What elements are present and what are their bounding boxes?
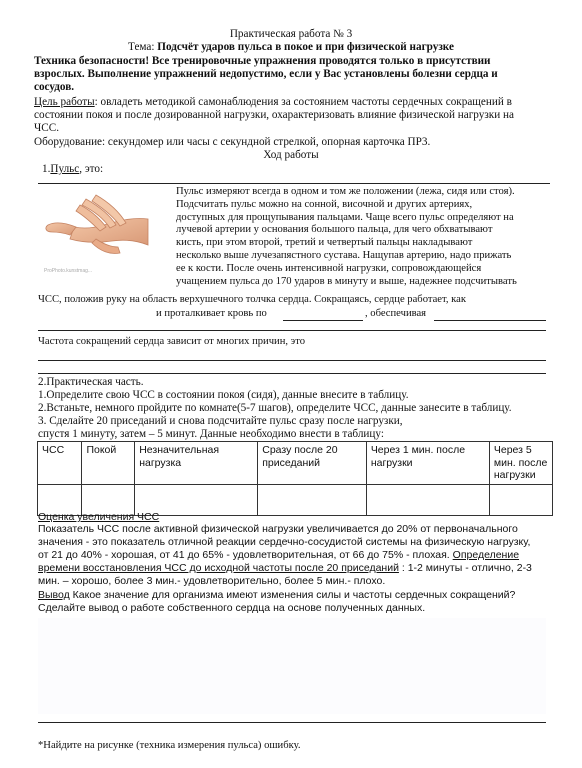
assessment-line-4: [38, 562, 532, 575]
conclusion-line-1: [38, 589, 515, 602]
conclusion-text: Какое значение для организма имеют изменения силы и частоты сердечных сокращений?: [69, 589, 516, 601]
table-header-cell: Покой: [82, 442, 135, 485]
section1-term: Пульс: [50, 163, 80, 175]
image-caption: ProPhoto.kunstmag...: [44, 268, 93, 274]
assessment-text-4: : 1-2 минуты - отлично, 2-3: [398, 562, 532, 574]
table-cell[interactable]: [489, 484, 552, 515]
factors-text: Частота сокращений сердца зависит от многих причин, это: [38, 336, 306, 347]
step-3a: 3. Сделайте 20 приседаний и снова подсчитайте пульс сразу после нагрузки,: [38, 415, 403, 427]
safety-line-1: Техника безопасности! Все тренировочные упражнения проводятся только в присутствии: [34, 55, 491, 67]
goal-label: Цель работы: [34, 96, 95, 108]
pulse-text-line: доступных для прощупывания пальцами. Чаще всего пульс определяют на: [176, 211, 514, 223]
step-3b: спустя 1 минуту, затем – 5 минут. Данные необходимо внести в таблицу:: [38, 428, 384, 440]
table-cell[interactable]: [366, 484, 489, 515]
equipment: Оборудование: секундомер или часы с секундной стрелкой, опорная карточка ПР3.: [34, 136, 431, 148]
pulse-text-line-9: ЧСС, положив руку на область верхушечного толчка сердца. Сокращаясь, сердце работает, как: [38, 294, 466, 305]
step-1: 1.Определите свою ЧСС в состоянии покоя (сидя), данные внесите в таблицу.: [38, 389, 409, 401]
pulse-text-line-10a: и проталкивает кровь по: [156, 308, 267, 319]
answer-line-conclusion[interactable]: [38, 722, 546, 723]
table-header-cell: Через 5 мин. после нагрузки: [489, 442, 552, 485]
progress-title: Ход работы: [263, 149, 319, 161]
answer-line-2[interactable]: [38, 330, 546, 331]
topic-prefix: Тема:: [128, 41, 158, 53]
section2-title: 2.Практическая часть.: [38, 376, 144, 388]
table-header-cell: Через 1 мин. после нагрузки: [366, 442, 489, 485]
table-header-row: [38, 442, 553, 485]
goal-line-3: ЧСС.: [34, 122, 59, 134]
step-2: 2.Встаньте, немного пройдите по комнате(5-7 шагов), определите ЧСС, данные занесите в таблицу.: [38, 402, 512, 414]
table-header-cell: Незначительная нагрузка: [135, 442, 258, 485]
pulse-text-line: Подсчитать пульс можно на сонной, височной и других артериях,: [176, 198, 473, 210]
safety-line-2: взрослых. Выполнение упражнений недопустимо, если у Вас установлены болезни сердца и: [34, 68, 498, 80]
pulse-paragraph: [176, 186, 552, 288]
assessment-line-5: мин. – хорошо, более 3 мин.- удовлетворительно, более 5 мин.- плохо.: [38, 575, 386, 587]
table-cell[interactable]: [258, 484, 367, 515]
results-table: [37, 441, 553, 516]
pulse-text-line: учащением пульса до 170 ударов в минуту и выше, надежнее подсчитывать: [176, 275, 517, 287]
goal-line-2: состоянии покоя и после дозированной нагрузки, охарактеризовать влияние физической нагрузки на: [34, 109, 514, 121]
table-header-cell: ЧСС: [38, 442, 82, 485]
table-header-cell: Сразу после 20 приседаний: [258, 442, 367, 485]
pulse-text-line: Пульс измеряют всегда в одном и том же положении (лежа, сидя или стоя).: [176, 186, 515, 197]
footnote: *Найдите на рисунке (техника измерения пульса) ошибку.: [38, 740, 301, 751]
pulse-text-line: кисть, при этом второй, третий и четвертый пальцы накладывают: [176, 237, 473, 249]
pulse-text-line: лучевой артерии у основания большого пальца, для чего обхватывают: [176, 224, 493, 236]
hand-pulse-icon: [40, 181, 150, 276]
page-title: Практическая работа № 3: [229, 28, 353, 40]
pulse-text-line-10b: , обеспечивая: [365, 308, 427, 319]
pulse-text-line: несколько выше лучезапястного сустава. Нащупав артерию, надо прижать: [176, 249, 512, 261]
assessment-text-3: от 21 до 40% - хорошая, от 41 до 65% - удовлетворительная, от 66 до 75% - плохая.: [38, 549, 450, 561]
conclusion-line-2: Сделайте вывод о работе собственного сердца на основе полученных данных.: [38, 602, 426, 614]
answer-line-vessels[interactable]: [283, 320, 363, 321]
answer-line-provides[interactable]: [434, 320, 546, 321]
assessment-line-3: [38, 549, 519, 562]
conclusion-label: Вывод: [38, 589, 70, 601]
goal-line-1: [34, 96, 512, 109]
section1-number: 1.: [42, 163, 51, 175]
topic-text: Подсчёт ударов пульса в покое и при физической нагрузке: [157, 41, 454, 53]
assessment-recovery-label-2: времени восстановления ЧСС до исходной частоты после 20 приседаний: [38, 562, 399, 574]
answer-line-factors-2[interactable]: [38, 373, 546, 374]
goal-text-1: : овладеть методикой самонаблюдения за состоянием частоты сердечных сокращений в: [94, 96, 512, 108]
topic: [0, 41, 582, 54]
answer-area[interactable]: [38, 618, 546, 714]
assessment-line-2: значения - это показатель отличной реакции сердечно-сосудистой системы на физическую нагрузку,: [38, 536, 531, 548]
pulse-text-line: ее к кости. После очень интенсивной нагрузки, сопровождающейся: [176, 262, 482, 274]
section1-heading: [42, 163, 103, 176]
safety-line-3: сосудов.: [34, 81, 75, 93]
assessment-line-1: Показатель ЧСС после активной физической нагрузки увеличивается до 20% от первоначального: [38, 523, 518, 535]
section1-suffix: , это:: [79, 163, 104, 175]
assessment-recovery-label: Определение: [452, 549, 520, 561]
answer-line-factors-1[interactable]: [38, 360, 546, 361]
assessment-title: Оценка увеличения ЧСС: [38, 511, 160, 523]
